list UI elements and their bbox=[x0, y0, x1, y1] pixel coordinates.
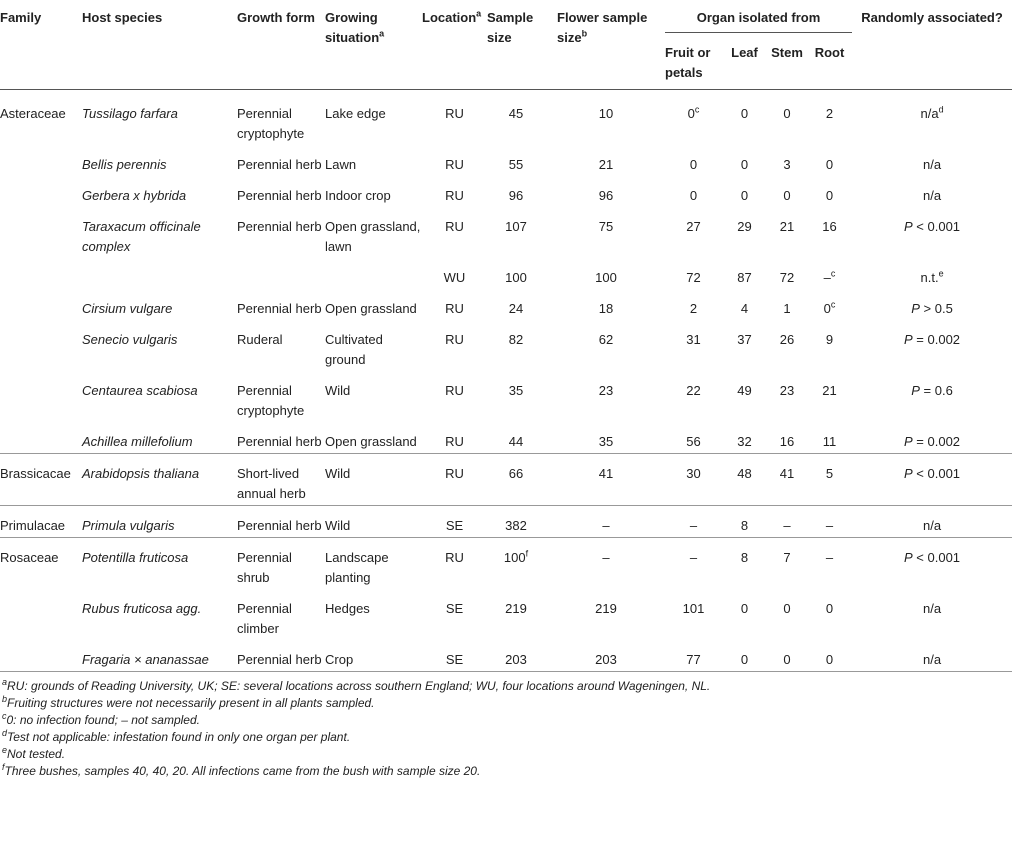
cell-family bbox=[0, 320, 82, 371]
cell-host-species: Senecio vulgaris bbox=[82, 332, 178, 347]
cell-growing-situation: Crop bbox=[325, 640, 422, 672]
table-row bbox=[0, 289, 1012, 320]
footnote: $^b$Fruiting structures were not necessarily present in all plants sampled. bbox=[2, 694, 375, 710]
table-row bbox=[0, 176, 1012, 207]
cell-sample-size: 382 bbox=[487, 506, 557, 538]
cell-family: Rosaceae bbox=[0, 538, 82, 590]
header-leaf: Leaf bbox=[731, 45, 758, 60]
cell-growth-form: Perennial herb bbox=[237, 157, 322, 172]
cell-growth-form: Perennial cryptophyte bbox=[237, 106, 305, 141]
cell-family bbox=[0, 422, 82, 454]
cell-flower-sample-size: 21 bbox=[598, 157, 614, 172]
cell-growth-form: Perennial shrub bbox=[237, 538, 325, 590]
footnote: $^a$RU: grounds of Reading University, UK; SE: several locations across southern England; WU, four locations around Wageningen, NL. bbox=[2, 677, 711, 693]
cell-host-species: Cirsium vulgare bbox=[82, 301, 173, 316]
cell-stem: 41 bbox=[767, 454, 807, 506]
cell-root: 2 bbox=[825, 106, 834, 121]
cell-sample-size: 66 bbox=[487, 454, 557, 506]
cell-root: 16 bbox=[822, 219, 837, 234]
cell-flower-sample-size: 62 bbox=[598, 332, 614, 347]
header-growth-form: Growth form bbox=[237, 10, 315, 25]
cell-growing-situation: Lawn bbox=[325, 157, 357, 172]
cell-flower-sample-size: 18 bbox=[598, 301, 614, 316]
cell-fruit-or-petals: 27 bbox=[686, 219, 701, 234]
cell-leaf: 8 bbox=[722, 538, 767, 590]
cell-growing-situation: Hedges bbox=[325, 601, 370, 616]
header-organ-isolated-from: Organ isolated from bbox=[665, 0, 852, 33]
cell-fruit-or-petals: 31 bbox=[686, 332, 701, 347]
footnote: $^e$Not tested. bbox=[2, 745, 66, 761]
cell-location: RU bbox=[445, 434, 464, 449]
cell-leaf: 87 bbox=[737, 270, 752, 285]
cell-stem: 3 bbox=[783, 157, 791, 172]
cell-root: 0 bbox=[825, 601, 834, 616]
table-body bbox=[0, 90, 1012, 672]
cell-family bbox=[0, 589, 82, 640]
cell-growth-form: Perennial herb bbox=[237, 219, 322, 234]
cell-root: 0 bbox=[825, 188, 834, 203]
cell-root: 0 bbox=[825, 157, 834, 172]
cell-stem: – bbox=[767, 506, 807, 538]
cell-leaf: 48 bbox=[722, 454, 767, 506]
cell-fruit-or-petals: – bbox=[665, 506, 722, 538]
cell-flower-sample-size: – bbox=[557, 538, 665, 590]
cell-flower-sample-size: 23 bbox=[598, 383, 614, 398]
cell-location: RU bbox=[445, 188, 464, 203]
cell-leaf: 32 bbox=[737, 434, 752, 449]
header-sample-size: Sample size bbox=[487, 10, 534, 45]
cell-location: RU bbox=[445, 106, 464, 121]
cell-stem: 16 bbox=[779, 434, 795, 449]
cell-growth-form: Ruderal bbox=[237, 332, 283, 347]
cell-flower-sample-size: 219 bbox=[595, 601, 617, 616]
cell-randomly-associated: P = 0.6 bbox=[911, 383, 953, 398]
cell-host-species: Taraxacum officinale complex bbox=[82, 219, 201, 254]
table-header bbox=[0, 0, 1012, 90]
cell-host-species: Primula vulgaris bbox=[82, 506, 237, 538]
cell-leaf: 4 bbox=[740, 301, 749, 316]
cell-sample-size: 96 bbox=[508, 188, 524, 203]
cell-sample-size: 100 bbox=[505, 270, 527, 285]
cell-randomly-associated: n/a bbox=[852, 640, 1012, 672]
cell-host-species: Centaurea scabiosa bbox=[82, 383, 198, 398]
cell-sample-size: 45 bbox=[508, 106, 524, 121]
cell-fruit-or-petals: 0 bbox=[689, 188, 698, 203]
cell-randomly-associated: P > 0.5 bbox=[911, 301, 953, 316]
cell-family bbox=[0, 145, 82, 176]
cell-sample-size: 100$^f$ bbox=[487, 538, 557, 590]
cell-growing-situation: Lake edge bbox=[325, 106, 386, 121]
cell-randomly-associated: $n/a^d$ bbox=[920, 104, 944, 121]
cell-randomly-associated: n/a bbox=[922, 188, 942, 203]
cell-randomly-associated: P < 0.001 bbox=[904, 219, 961, 234]
cell-family bbox=[0, 207, 82, 258]
cell-location: SE bbox=[422, 506, 487, 538]
cell-leaf: 0 bbox=[722, 640, 767, 672]
cell-host-species: Tussilago farfara bbox=[82, 106, 178, 121]
cell-leaf: 37 bbox=[737, 332, 752, 347]
cell-location: WU bbox=[443, 270, 466, 285]
cell-flower-sample-size: 75 bbox=[598, 219, 614, 234]
cell-randomly-associated: P < 0.001 bbox=[852, 454, 1012, 506]
header-fruit-or-petals: Fruit or petals bbox=[665, 45, 711, 80]
cell-growing-situation: Indoor crop bbox=[325, 188, 391, 203]
cell-sample-size: 107 bbox=[505, 219, 527, 234]
cell-fruit-or-petals: 72 bbox=[686, 270, 701, 285]
cell-stem: 21 bbox=[779, 219, 795, 234]
cell-host-species: Potentilla fruticosa bbox=[82, 538, 237, 590]
cell-stem: 0 bbox=[767, 640, 807, 672]
cell-growth-form: Perennial climber bbox=[237, 601, 292, 636]
cell-sample-size: 24 bbox=[508, 301, 524, 316]
cell-root: –$^c$ bbox=[823, 268, 836, 285]
cell-leaf: 0 bbox=[740, 157, 749, 172]
cell-fruit-or-petals: 101 bbox=[682, 601, 705, 616]
footnotes bbox=[0, 678, 1012, 780]
cell-leaf: 0 bbox=[740, 188, 749, 203]
cell-growth-form: Short-lived annual herb bbox=[237, 454, 325, 506]
cell-flower-sample-size: 10 bbox=[598, 106, 614, 121]
cell-flower-sample-size: 35 bbox=[598, 434, 614, 449]
cell-host-species: Achillea millefolium bbox=[82, 434, 193, 449]
footnote: $^d$Test not applicable: infestation found in only one organ per plant. bbox=[2, 728, 351, 744]
cell-root: 0$^c$ bbox=[823, 299, 836, 316]
cell-family bbox=[0, 640, 82, 672]
cell-stem: 1 bbox=[783, 301, 791, 316]
cell-growing-situation: Landscape planting bbox=[325, 538, 422, 590]
cell-location: RU bbox=[445, 157, 464, 172]
cell-leaf: 49 bbox=[737, 383, 752, 398]
cell-growing-situation bbox=[325, 258, 422, 289]
cell-fruit-or-petals: 77 bbox=[665, 640, 722, 672]
footnote: $^c$0: no infection found; – not sampled. bbox=[2, 711, 200, 727]
cell-location: RU bbox=[445, 301, 464, 316]
cell-growing-situation: Open grassland bbox=[325, 434, 417, 449]
cell-fruit-or-petals: 0 bbox=[689, 157, 698, 172]
cell-growth-form: Perennial herb bbox=[237, 434, 322, 449]
cell-root: 21 bbox=[822, 383, 837, 398]
cell-growing-situation: Wild bbox=[325, 383, 351, 398]
cell-leaf: 29 bbox=[737, 219, 752, 234]
cell-family bbox=[0, 289, 82, 320]
table-row bbox=[0, 320, 1012, 371]
cell-location: RU bbox=[422, 538, 487, 590]
cell-leaf: 0 bbox=[740, 601, 749, 616]
cell-fruit-or-petals: 56 bbox=[686, 434, 701, 449]
cell-stem: 0 bbox=[783, 188, 791, 203]
header-location: Location$^a$ bbox=[422, 8, 482, 25]
header-stem: Stem bbox=[771, 45, 803, 60]
cell-family: Asteraceae bbox=[0, 106, 66, 121]
cell-sample-size: 219 bbox=[505, 601, 527, 616]
header-flower-sample-size: Flower sample size$^b$ bbox=[557, 10, 648, 45]
cell-randomly-associated: P = 0.002 bbox=[904, 434, 961, 449]
cell-randomly-associated: n/a bbox=[922, 601, 942, 616]
table-row bbox=[0, 145, 1012, 176]
cell-host-species bbox=[82, 258, 237, 289]
cell-root: 9 bbox=[825, 332, 834, 347]
cell-host-species: Arabidopsis thaliana bbox=[82, 454, 237, 506]
cell-family bbox=[0, 258, 82, 289]
cell-growth-form: Perennial herb bbox=[237, 301, 322, 316]
cell-location: RU bbox=[445, 383, 464, 398]
cell-growth-form: Perennial herb bbox=[237, 506, 325, 538]
cell-randomly-associated: n.t.$^e$ bbox=[920, 268, 944, 285]
table-row bbox=[0, 422, 1012, 454]
cell-sample-size: 82 bbox=[508, 332, 524, 347]
cell-stem: 0 bbox=[783, 106, 791, 121]
cell-randomly-associated: n/a bbox=[852, 506, 1012, 538]
table-row bbox=[0, 207, 1012, 258]
cell-family: Brassicacae bbox=[0, 454, 82, 506]
cell-growing-situation: Wild bbox=[325, 454, 422, 506]
header-randomly-associated: Randomly associated? bbox=[861, 10, 1003, 25]
cell-stem: 72 bbox=[779, 270, 795, 285]
cell-sample-size: 35 bbox=[508, 383, 524, 398]
footnote: $^f$Three bushes, samples 40, 40, 20. All infections came from the bush with sample size 20. bbox=[2, 762, 481, 778]
cell-stem: 0 bbox=[783, 601, 791, 616]
cell-fruit-or-petals: 30 bbox=[665, 454, 722, 506]
cell-flower-sample-size: 100 bbox=[595, 270, 617, 285]
cell-growth-form bbox=[237, 258, 325, 289]
cell-location: SE bbox=[445, 601, 464, 616]
cell-sample-size: 203 bbox=[487, 640, 557, 672]
cell-family bbox=[0, 176, 82, 207]
cell-growth-form: Perennial cryptophyte bbox=[237, 383, 305, 418]
table-row bbox=[0, 506, 1012, 538]
cell-fruit-or-petals: – bbox=[665, 538, 722, 590]
table-row bbox=[0, 640, 1012, 672]
cell-stem: 7 bbox=[767, 538, 807, 590]
table-row bbox=[0, 371, 1012, 422]
cell-flower-sample-size: – bbox=[557, 506, 665, 538]
cell-growth-form: Perennial herb bbox=[237, 188, 322, 203]
cell-leaf: 0 bbox=[740, 106, 749, 121]
table-row bbox=[0, 589, 1012, 640]
cell-sample-size: 44 bbox=[508, 434, 524, 449]
cell-growing-situation: Cultivated ground bbox=[325, 332, 383, 367]
cell-root: 0 bbox=[807, 640, 852, 672]
cell-fruit-or-petals: 0$^c$ bbox=[687, 104, 700, 121]
cell-location: RU bbox=[445, 332, 464, 347]
cell-family: Primulacae bbox=[0, 506, 82, 538]
cell-host-species: Gerbera x hybrida bbox=[82, 188, 187, 203]
cell-flower-sample-size: 203 bbox=[557, 640, 665, 672]
header-family: Family bbox=[0, 10, 42, 25]
cell-root: 5 bbox=[807, 454, 852, 506]
cell-flower-sample-size: 41 bbox=[557, 454, 665, 506]
header-growing-situation: Growing situation$^a$ bbox=[325, 10, 385, 45]
cell-growing-situation: Open grassland bbox=[325, 301, 417, 316]
cell-root: 11 bbox=[822, 434, 837, 449]
table-row bbox=[0, 454, 1012, 506]
cell-randomly-associated: P = 0.002 bbox=[904, 332, 961, 347]
cell-location: RU bbox=[422, 454, 487, 506]
cell-host-species: Fragaria × ananassae bbox=[82, 640, 237, 672]
cell-location: RU bbox=[445, 219, 464, 234]
cell-growing-situation: Open grassland, lawn bbox=[325, 219, 421, 254]
cell-host-species: Rubus fruticosa agg. bbox=[82, 601, 202, 616]
cell-family bbox=[0, 371, 82, 422]
cell-flower-sample-size: 96 bbox=[598, 188, 614, 203]
cell-location: SE bbox=[422, 640, 487, 672]
header-root: Root bbox=[814, 45, 845, 60]
cell-sample-size: 55 bbox=[508, 157, 524, 172]
cell-root: – bbox=[807, 538, 852, 590]
cell-stem: 26 bbox=[779, 332, 795, 347]
cell-growth-form: Perennial herb bbox=[237, 640, 325, 672]
table-row bbox=[0, 258, 1012, 289]
table-row bbox=[0, 90, 1012, 146]
cell-stem: 23 bbox=[779, 383, 795, 398]
cell-fruit-or-petals: 22 bbox=[686, 383, 701, 398]
cell-growing-situation: Wild bbox=[325, 506, 422, 538]
table-row bbox=[0, 538, 1012, 590]
cell-root: – bbox=[807, 506, 852, 538]
cell-randomly-associated: P < 0.001 bbox=[852, 538, 1012, 590]
cell-leaf: 8 bbox=[722, 506, 767, 538]
header-host-species: Host species bbox=[82, 10, 163, 25]
cell-fruit-or-petals: 2 bbox=[689, 301, 698, 316]
cell-host-species: Bellis perennis bbox=[82, 157, 167, 172]
cell-randomly-associated: n/a bbox=[922, 157, 942, 172]
